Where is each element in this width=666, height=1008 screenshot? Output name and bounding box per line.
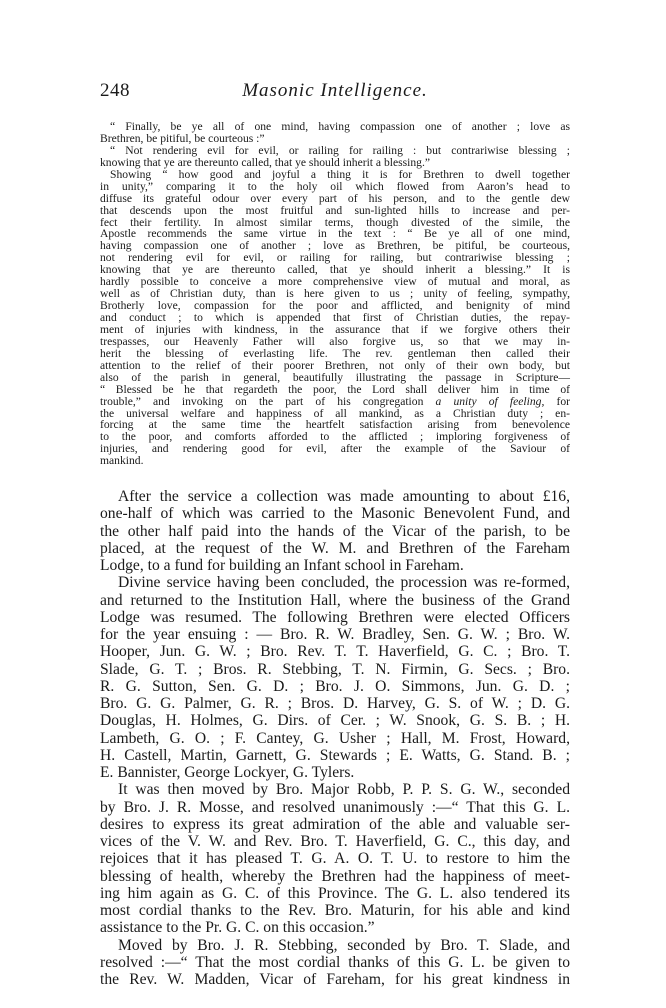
text-line: forcing at the same time the heartfelt satisfaction arising from benevolence (100, 418, 570, 432)
text-line: trespasses, our Heavenly Father will also forgive us, so that we may in- (100, 334, 570, 348)
text-line: the Rev. W. Madden, Vicar of Fareham, for his great kindness in (100, 971, 570, 988)
text-line: Lodge, to a fund for building an Infant school in Fareham. (100, 557, 464, 574)
text-line: knowing that ye are thereunto called, that ye should inherit a blessing.” (100, 155, 431, 169)
text-line: Showing “ how good and joyful a thing it is for Brethren to dwell together (110, 167, 570, 181)
text-line: ing him again as G. C. of this Province. The G. L. also tendered its (100, 884, 570, 902)
text-line: hardly possible to conceive a more comprehensive view of mutual and moral, as (100, 275, 570, 289)
text-line: vices of the V. W. and Rev. Bro. T. Haverfield, G. C., this day, and (100, 833, 570, 850)
text-line: Slade, G. T. ; Bros. R. Stebbing, T. N. Firmin, G. Secs. ; Bro. (100, 660, 570, 678)
text-line: attention to the relief of their poorer Brethren, not only of their own body, but (100, 358, 570, 372)
text-line: “ Finally, be ye all of one mind, having compassion one of another ; love as (110, 120, 570, 133)
text-line: rejoices that it has pleased T. G. A. O. T. U. to restore to him the (100, 850, 570, 868)
text-line: Bro. G. G. Palmer, G. R. ; Bros. D. Harvey, G. S. of W. ; D. G. (100, 695, 570, 712)
italic-phrase: a unity of feeling, (435, 394, 545, 408)
text-line: placed, at the request of the W. M. and Brethren of the Fareham (100, 539, 570, 557)
text-line: and returned to the Institution Hall, where the business of the Grand (100, 591, 570, 609)
text-line: that descends upon the most fruitful and sun-lighted hills to increase and per- (100, 203, 570, 217)
text-line: most cordial thanks to the Rev. Bro. Maturin, for his able and kind (100, 902, 570, 919)
text-line: After the service a collection was made amounting to about £16, (118, 488, 570, 505)
text-line: the other half paid into the hands of the Vicar of the parish, to be (100, 522, 570, 540)
text-line: injuries, and rendering good for evil, after the example of the Saviour of (100, 442, 570, 456)
text-line: “ Not rendering evil for evil, or railing for railing : but contrariwise blessing ; (110, 143, 570, 157)
text-line: Hooper, Jun. G. W. ; Bro. Rev. T. T. Haverfield, G. C. ; Bro. T. (100, 643, 570, 661)
text-line: H. Castell, Martin, Garnett, G. Stewards ; E. Watts, G. Stand. B. ; (100, 746, 570, 764)
text-line: one-half of which was carried to the Masonic Benevolent Fund, and (100, 505, 570, 523)
text-line: It was then moved by Bro. Major Robb, P. P. S. G. W., seconded (118, 781, 570, 799)
text-line: knowing that ye are thereunto called, that ye should inherit a blessing.” It is (100, 263, 570, 277)
text-line-end: for (544, 394, 571, 408)
report-body (100, 488, 570, 988)
page-number: 248 (100, 80, 130, 101)
text-line: not rendering evil for evil, or railing for railing, but contrariwise blessing ; (100, 251, 570, 265)
text-line: R. G. Sutton, Sen. G. D. ; Bro. J. O. Simmons, Jun. G. D. ; (100, 677, 570, 695)
text-line: Lodge was resumed. The following Brethren were elected Officers (100, 608, 570, 626)
text-line: resolved :—“ That the most cordial thanks of this G. L. be given to (100, 953, 570, 971)
text-line: having compassion one of another ; love as Brethren, be pitiful, be courteous, (100, 239, 570, 253)
text-line: mankind. (100, 454, 144, 468)
text-line: Douglas, H. Holmes, G. Dirs. of Cer. ; W. Snook, G. S. B. ; H. (100, 712, 570, 730)
text-line: assistance to the Pr. G. C. on this occasion.” (100, 919, 375, 937)
text-line: ment of injuries with kindness, in the assurance that if we forgive others their (100, 322, 570, 336)
text-line: the universal welfare and happiness of all mankind, as a Christian duty ; en- (100, 406, 570, 420)
text-line-start: trouble,” and invoking on the part of his congregation (100, 394, 424, 408)
text-line: Divine service having been concluded, the procession was re-formed, (118, 574, 570, 592)
running-title: Masonic Intelligence. (242, 80, 428, 101)
text-line: by Bro. J. R. Mosse, and resolved unanimously :—“ That this G. L. (100, 798, 570, 816)
text-line: E. Bannister, George Lockyer, G. Tylers. (100, 764, 355, 781)
text-line: Apostle recommends the same virtue in the text : “ Be ye all of one mind, (100, 227, 570, 241)
text-line: Moved by Bro. J. R. Stebbing, seconded by Bro. T. Slade, and (118, 936, 570, 954)
text-line: herit the blessing of everlasting life. The rev. gentleman then called their (100, 346, 570, 360)
text-line-with-italic (100, 396, 570, 408)
text-line: desires to express its great admiration of the able and valuable ser- (100, 815, 570, 833)
text-line: Brotherly love, compassion for the poor and afflicted, and benignity of mind (100, 299, 570, 313)
text-line: Lambeth, G. O. ; F. Cantey, G. Usher ; Hall, M. Frost, Howard, (100, 729, 570, 747)
text-line: fect their fertility. In almost similar terms, though divested of the simile, the (100, 215, 570, 229)
text-line: and conduct ; to which is appended that first of Christian duties, the repay- (100, 311, 570, 324)
page-header (100, 80, 570, 104)
text-line: to the poor, and comforts afforded to the afflicted ; imploring forgiveness of (100, 430, 570, 444)
text-line: well as of Christian duty, than is here given to us ; unity of feeling, sympathy, (100, 287, 570, 301)
text-line: for the year ensuing : — Bro. R. W. Bradley, Sen. G. W. ; Bro. W. (100, 626, 570, 643)
text-line: “ Blessed be he that regardeth the poor, the Lord shall deliver him in time of (100, 382, 570, 396)
text-line: also of the parish in general, beautifully illustrating the passage in Scripture— (100, 370, 570, 384)
text-line: in unity,” comparing it to the holy oil which flowed from Aaron’s head to (100, 179, 570, 193)
sermon-extract (100, 121, 570, 467)
text-line: diffuse its grateful odour over every part of his person, and to the gentle dew (100, 191, 570, 205)
text-line: blessing of health, whereby the Brethren had the happiness of meet- (100, 867, 570, 885)
text-line: Brethren, be pitiful, be courteous :” (100, 131, 265, 145)
